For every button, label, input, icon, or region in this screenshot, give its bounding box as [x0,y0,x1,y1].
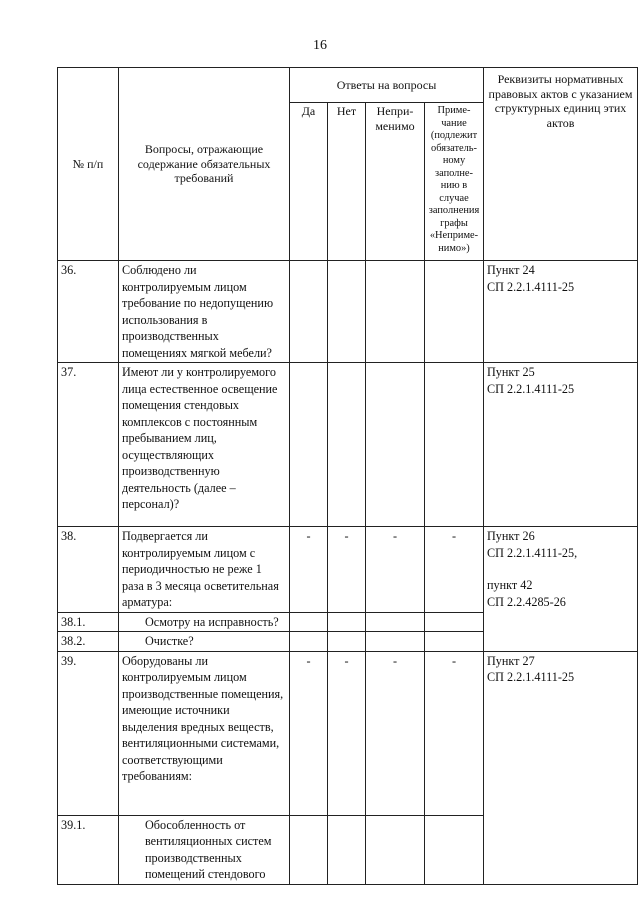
answer-no-cell[interactable] [328,612,366,632]
header-note: Приме-чание (подлежит обязатель-ному заполне-нию в случае заполнения графы «Неприме-нимо») [425,103,484,261]
answer-na-cell[interactable] [366,815,425,884]
answer-note-cell[interactable]: - [425,651,484,815]
header-answers: Ответы на вопросы [290,68,484,103]
ref-line: пункт 42 [487,578,533,592]
row-refs [484,363,638,527]
answer-na-cell[interactable] [366,632,425,652]
ref-line: СП 2.2.1.4111-25, [487,545,578,560]
table-row [58,651,638,815]
answer-no-cell[interactable] [328,632,366,652]
ref-spacer [487,561,634,577]
table-row [58,261,638,363]
header-yes: Да [290,103,328,261]
row-number: 36. [58,261,119,363]
answer-na-cell[interactable] [366,363,425,527]
row-number: 39. [58,651,119,815]
header-num: № п/п [58,68,119,261]
ref-line: Пункт 25 [487,365,535,379]
answer-note-cell[interactable] [425,612,484,632]
table-row [58,527,638,613]
row-question: Подвергается ли контролируемым лицом с периодичностью не реже 1 раза в 3 месяца осветительная арматура: [119,527,290,613]
answer-note-cell[interactable] [425,261,484,363]
answer-note-cell[interactable] [425,363,484,527]
row-refs [484,527,638,652]
table-row [58,363,638,527]
row-refs [484,261,638,363]
row-question: Обособленность от вентиляционных систем производственных помещений стендового [119,815,290,884]
row-question: Соблюдено ли контролируемым лицом требование по недопущению использования в производственных помещениях мягкой мебели? [119,261,290,363]
ref-line: СП 2.2.1.4111-25 [487,381,575,396]
ref-line: Пункт 27 [487,653,535,668]
answer-note-cell[interactable]: - [425,527,484,613]
ref-line: СП 2.2.1.4111-25 [487,279,575,294]
header-na: Непри-менимо [366,103,425,261]
answer-no-cell[interactable]: - [328,527,366,613]
header-question: Вопросы, отражающие содержание обязательных требований [119,68,290,261]
row-question: Осмотру на исправность? [119,612,290,632]
row-number: 38.2. [58,632,119,652]
row-number: 38. [58,527,119,613]
checklist-table [57,67,638,885]
page-number: 16 [313,38,327,53]
ref-line: Пункт 24 [487,263,535,277]
answer-no-cell[interactable] [328,261,366,363]
ref-line: Пункт 26 [487,529,535,543]
answer-yes-cell[interactable]: - [290,527,328,613]
row-number: 37. [58,363,119,527]
answer-no-cell[interactable]: - [328,651,366,815]
ref-line: СП 2.2.4285-26 [487,594,566,609]
header-row-top [58,68,638,103]
answer-na-cell[interactable] [366,261,425,363]
row-number: 39.1. [58,815,119,884]
row-question: Очистке? [119,632,290,652]
answer-yes-cell[interactable] [290,632,328,652]
answer-yes-cell[interactable] [290,261,328,363]
ref-line: СП 2.2.1.4111-25 [487,670,575,684]
row-question: Имеют ли у контролируемого лица естественное освещение помещения стендовых комплексов с постоянным пребыванием лиц, осуществляющих производственную деятельность (далее – персонал)? [119,363,290,527]
answer-yes-cell[interactable]: - [290,651,328,815]
answer-no-cell[interactable] [328,815,366,884]
answer-no-cell[interactable] [328,363,366,527]
header-refs: Реквизиты нормативных правовых актов с указанием структурных единиц этих актов [484,68,638,261]
answer-yes-cell[interactable] [290,612,328,632]
answer-na-cell[interactable]: - [366,651,425,815]
answer-yes-cell[interactable] [290,363,328,527]
answer-note-cell[interactable] [425,632,484,652]
answer-note-cell[interactable] [425,815,484,884]
answer-na-cell[interactable] [366,612,425,632]
row-number: 38.1. [58,612,119,632]
answer-na-cell[interactable]: - [366,527,425,613]
answer-yes-cell[interactable] [290,815,328,884]
row-refs [484,651,638,884]
row-question: Оборудованы ли контролируемым лицом производственные помещения, имеющие источники выделения вредных веществ, вентиляционными системами, соответствующими требованиям: [119,651,290,815]
header-no: Нет [328,103,366,261]
